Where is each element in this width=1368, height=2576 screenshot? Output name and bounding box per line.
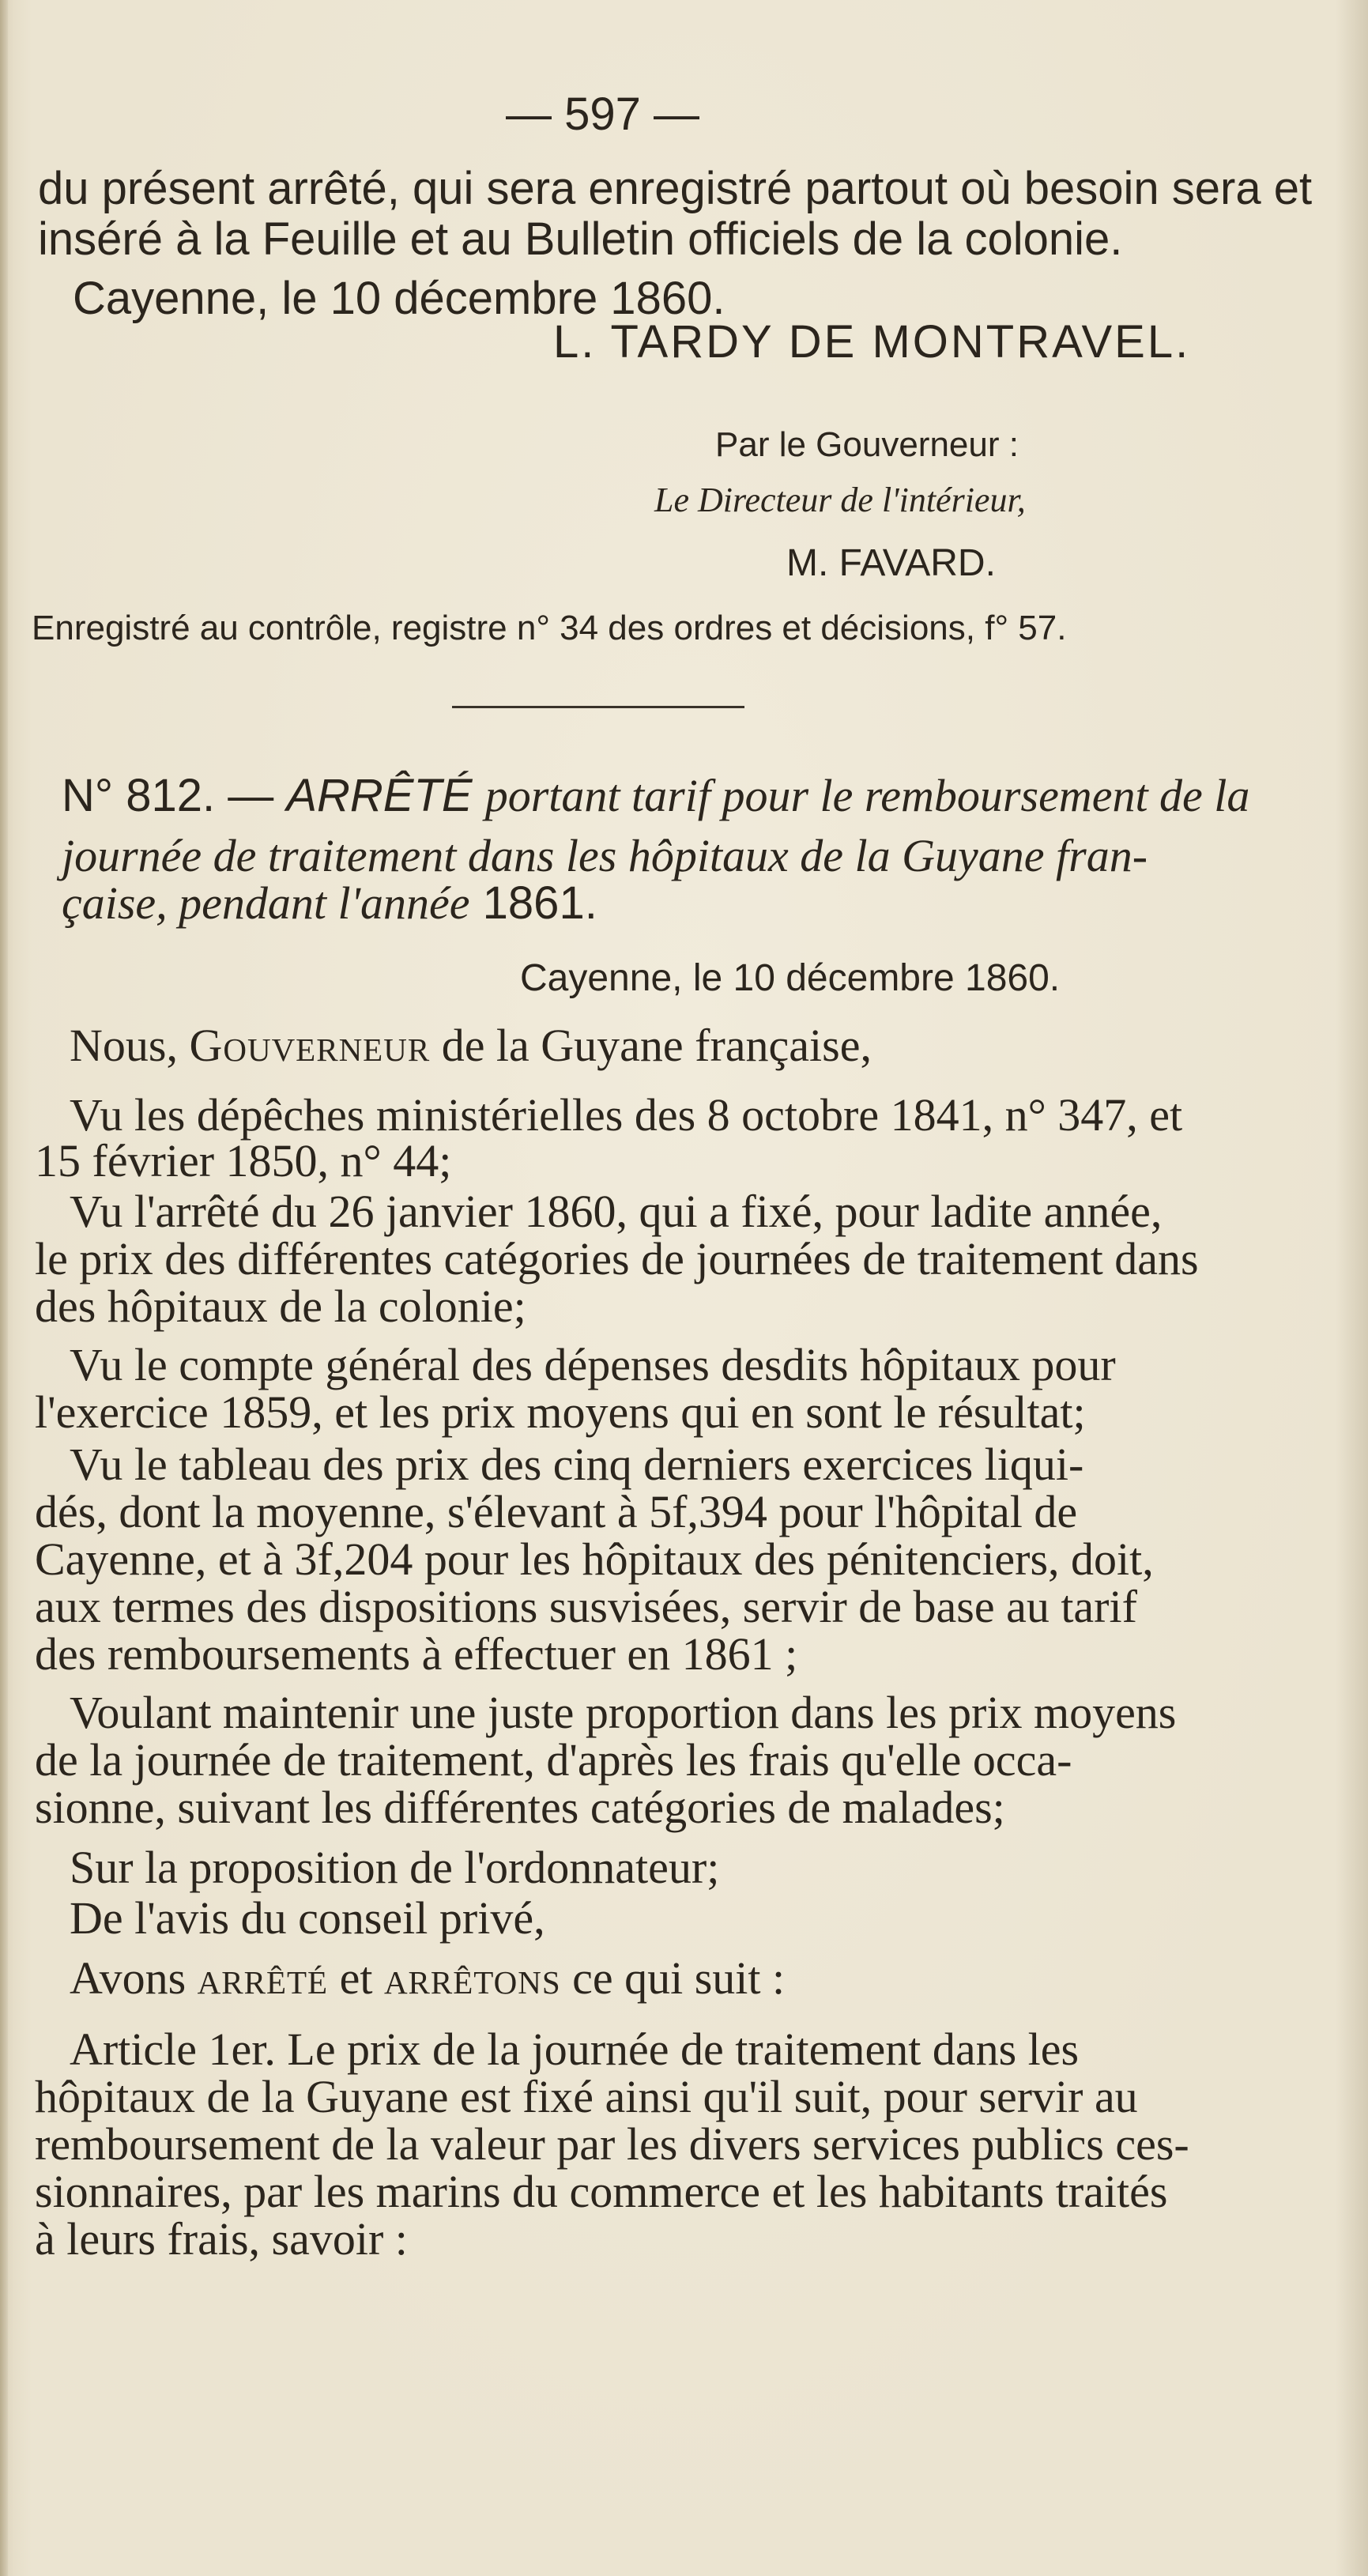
body-line: Vu le tableau des prix des cinq derniers exercices liqui- xyxy=(70,1439,1084,1490)
gouverneur-word: Gouverneur xyxy=(189,1020,431,1071)
body-line: Voulant maintenir une juste proportion dans les prix moyens xyxy=(70,1687,1177,1738)
nous-line xyxy=(70,1020,872,1072)
nous-rest: de la Guyane française, xyxy=(441,1020,872,1071)
body-line: Vu le compte général des dépenses desdits hôpitaux pour xyxy=(70,1339,1116,1390)
page-edge-shadow xyxy=(1336,0,1368,2576)
body-line: De l'avis du conseil privé, xyxy=(70,1892,545,1944)
page-number: — 597 — xyxy=(506,89,699,140)
article-line: hôpitaux de la Guyane est fixé ainsi qu'il suit, pour servir au xyxy=(35,2071,1138,2122)
body-line: sionne, suivant les différentes catégories de malades; xyxy=(35,1782,1005,1833)
decree-title-line-2: journée de traitement dans les hôpitaux de la Guyane fran- xyxy=(62,830,1148,881)
avons-line xyxy=(70,1952,785,2005)
body-line: de la journée de traitement, d'après les frais qu'elle occa- xyxy=(35,1734,1072,1786)
registration-note: Enregistré au contrôle, registre n° 34 des ordres et décisions, f° 57. xyxy=(32,609,1067,647)
section-divider xyxy=(452,706,744,708)
body-line: des remboursements à effectuer en 1861 ; xyxy=(35,1628,798,1680)
decree-heading-line-1 xyxy=(62,770,1249,822)
binding-edge xyxy=(0,0,8,2576)
body-line: aux termes des dispositions susvisées, servir de base au tarif xyxy=(35,1581,1137,1632)
body-line: des hôpitaux de la colonie; xyxy=(35,1280,526,1332)
article-line: Article 1er. Le prix de la journée de traitement dans les xyxy=(70,2023,1080,2075)
continuation-line-1: du présent arrêté, qui sera enregistré partout où besoin sera et xyxy=(38,163,1313,214)
continuation-place-date: Cayenne, le 10 décembre 1860. xyxy=(73,273,725,324)
body-line: Vu l'arrêté du 26 janvier 1860, qui a fixé, pour ladite année, xyxy=(70,1186,1163,1237)
decree-heading-line-3 xyxy=(62,877,597,930)
decree-title-line-3: çaise, pendant l'année xyxy=(62,877,470,929)
et-word: et xyxy=(339,1952,373,2004)
body-line: l'exercice 1859, et les prix moyens qui en sont le résultat; xyxy=(35,1386,1086,1438)
body-line: 15 février 1850, n° 44; xyxy=(35,1135,452,1186)
article-line: à leurs frais, savoir : xyxy=(35,2213,408,2265)
body-line: Vu les dépêches ministérielles des 8 octobre 1841, n° 347, et xyxy=(70,1089,1183,1141)
body-line: le prix des différentes catégories de journées de traitement dans xyxy=(35,1233,1199,1284)
decree-dash: — xyxy=(228,770,274,821)
decree-place-date: Cayenne, le 10 décembre 1860. xyxy=(520,957,1061,999)
continuation-line-2: inséré à la Feuille et au Bulletin officiels de la colonie. xyxy=(38,213,1123,265)
decree-year: 1861. xyxy=(482,877,597,929)
body-line: Sur la proposition de l'ordonnateur; xyxy=(70,1842,720,1893)
ce-qui-suit: ce qui suit : xyxy=(572,1952,786,2004)
decree-title-word: ARRÊTÉ xyxy=(286,770,473,821)
decree-number: N° 812. xyxy=(62,770,216,821)
director-title: Le Directeur de l'intérieur, xyxy=(654,481,1026,519)
arrete-word: arrêté xyxy=(197,1952,329,2004)
by-governor: Par le Gouverneur : xyxy=(715,425,1019,464)
article-line: remboursement de la valeur par les divers services publics ces- xyxy=(35,2118,1189,2170)
article-line: sionnaires, par les marins du commerce et les habitants traités xyxy=(35,2166,1168,2217)
arretons-word: arrêtons xyxy=(383,1952,561,2004)
avons-word: Avons xyxy=(70,1952,187,2004)
signature: L. TARDY DE MONTRAVEL. xyxy=(553,316,1191,368)
body-line: dés, dont la moyenne, s'élevant à 5f,394 pour l'hôpital de xyxy=(35,1486,1078,1537)
director-name: M. FAVARD. xyxy=(786,542,996,584)
body-line: Cayenne, et à 3f,204 pour les hôpitaux des pénitenciers, doit, xyxy=(35,1533,1154,1585)
nous-word: Nous, xyxy=(70,1020,178,1071)
decree-title-line-1: portant tarif pour le remboursement de la xyxy=(484,770,1250,821)
